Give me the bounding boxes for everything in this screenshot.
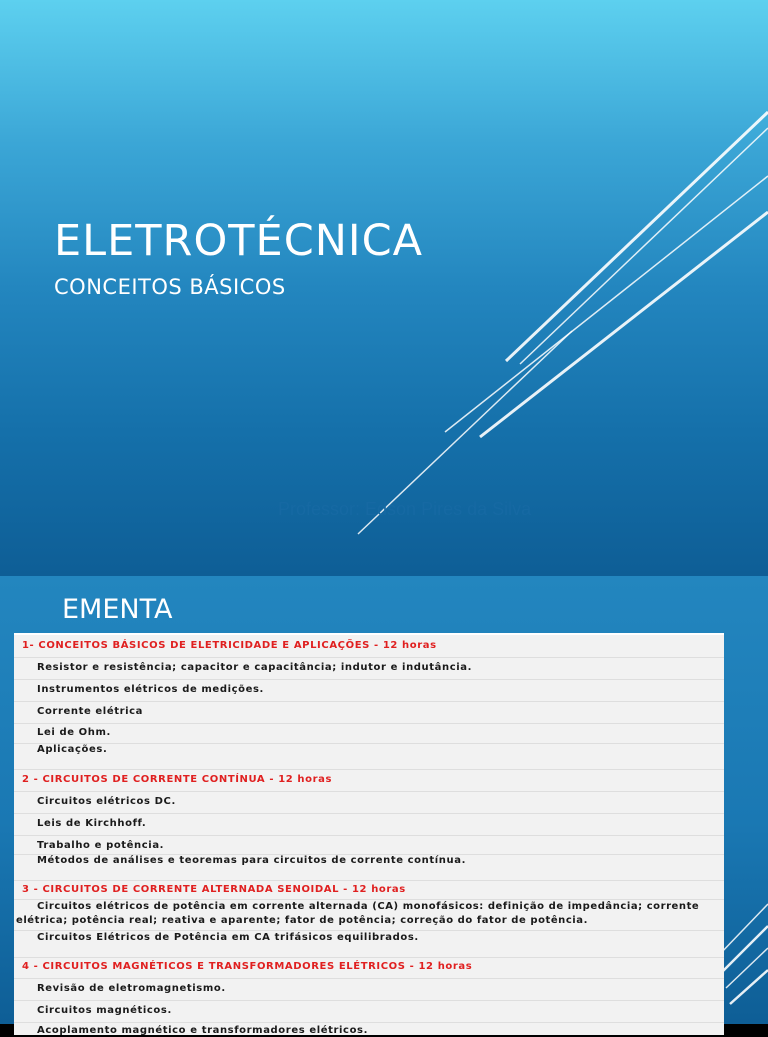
deco-line [506,112,768,361]
section-header: 1- CONCEITOS BÁSICOS DE ELETRICIDADE E APLICAÇÕES - 12 horas [14,639,724,658]
list-item: Circuitos elétricos de potência em corrente alternada (CA) monofásicos: definição de impedância; corrente elétrica; potência real; reativa e aparente; fator de potência; correção do fator de potência. [14,900,724,931]
presentation-subtitle: CONCEITOS BÁSICOS [54,275,286,299]
ementa-content-panel [14,633,724,1035]
list-item: Circuitos Elétricos de Potência em CA trifásicos equilibrados. [14,931,724,958]
section-header: 3 - CIRCUITOS DE CORRENTE ALTERNADA SENOIDAL - 12 horas [14,883,724,900]
list-item: Leis de Kirchhoff. [14,817,724,836]
list-item: Resistor e resistência; capacitor e capacitância; indutor e indutância. [14,661,724,680]
deco-line [520,128,768,364]
list-item: Trabalho e potência. [14,839,724,855]
author-name: Professor: Edson Pires da Silva [278,499,532,519]
deco-line [726,948,768,988]
list-item: Circuitos magnéticos. [14,1004,724,1023]
deco-line [722,926,768,972]
list-item: Corrente elétrica [14,705,724,724]
deco-line [445,176,768,432]
list-item: Métodos de análises e teoremas para circuitos de corrente contínua. [14,854,724,881]
list-item: Lei de Ohm. [14,726,724,744]
ementa-slide [0,576,768,1036]
deco-line [730,970,768,1004]
list-item: Circuitos elétricos DC. [14,795,724,814]
list-item: Acoplamento magnético e transformadores elétricos. [37,1025,369,1036]
list-item: Instrumentos elétricos de medições. [14,683,724,702]
list-item: Aplicações. [14,743,724,770]
ementa-heading: EMENTA [62,594,173,625]
deco-line [480,212,768,437]
list-item: Revisão de eletromagnetismo. [14,982,724,1001]
deco-line [718,904,768,956]
section-header: 2 - CIRCUITOS DE CORRENTE CONTÍNUA - 12 horas [14,773,724,792]
section-header: 4 - CIRCUITOS MAGNÉTICOS E TRANSFORMADORES ELÉTRICOS - 12 horas [14,960,724,979]
presentation-title: ELETROTÉCNICA [54,216,424,266]
